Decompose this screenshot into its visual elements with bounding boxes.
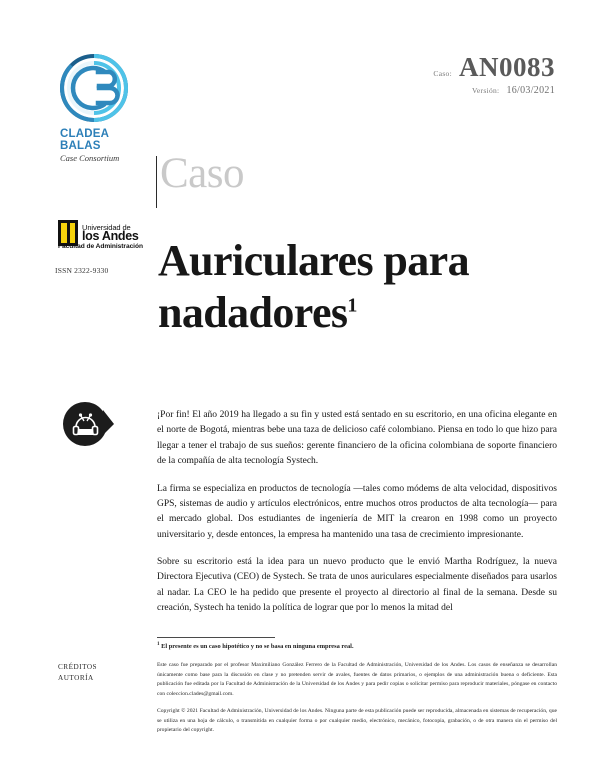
cladea-balas-circular-logo-icon (58, 52, 130, 124)
footnote-divider (157, 637, 275, 638)
credits-text: Este caso fue preparado por el profesor Maximiliano González Ferrero de la Facultad de Administración, Universidad de los Andes. Los casos de enseñanza se desarrollan únicamente como base para la discusión en clase y no pretenden servir de avales, fuentes de datos primarios, o ejemplos de una administración buena o deficiente. Esta publicación fue editada por la Facultad de Administración de la Universidad de los Andes y para pedir copias o solicitar permiso para reproducir materiales, póngase en contacto con coleccion.clades@gmail.com. (157, 662, 557, 697)
case-number-row (433, 54, 555, 81)
footnote-marker: 1 (157, 642, 160, 647)
uniandes-line-1: Universidad de (82, 222, 131, 232)
body-paragraph: Sobre su escritorio está la idea para un nuevo producto que le envió Martha Rodríguez, la nueva Directora Ejecutiva (CEO) de Systech. Se trata de unos auriculares especialmente diseñados para usarlos al nadar. La CEO le ha pedido que presente el proyecto al directorio al final de la semana. Desde su creación, Systech ha tenido la política de lograr que por lo menos la mitad del (157, 557, 557, 614)
document-kicker: Caso (160, 150, 244, 197)
left-rail (0, 0, 150, 783)
version-row (433, 85, 555, 96)
page-title (158, 235, 558, 339)
uniandes-faculty: Facultad de Administración (58, 243, 143, 250)
title-vertical-rule (156, 156, 157, 208)
footnote-text (157, 641, 557, 652)
headphones-speech-bubble-icon (60, 398, 118, 456)
version-label: Versión: (472, 86, 500, 95)
body-text (157, 408, 557, 629)
credits-block (157, 661, 557, 699)
version-date: 16/03/2021 (506, 85, 555, 96)
uniandes-line-2: los Andes (82, 229, 139, 243)
footnote-block (157, 637, 557, 652)
copyright-block (157, 707, 557, 736)
case-number: AN0083 (459, 52, 555, 82)
cladea-wordmark (60, 128, 150, 163)
credits-label-line-1: CRÉDITOS (58, 663, 98, 671)
cladea-line-3: Case Consortium (60, 152, 120, 163)
issn-text: ISSN 2322-9330 (55, 266, 109, 275)
page-title-text: Auriculares para nadadores (158, 236, 470, 338)
title-footnote-marker: 1 (347, 294, 357, 317)
body-paragraph: ¡Por fin! El año 2019 ha llegado a su fin y usted está sentado en su escritorio, en una oficina elegante en el norte de Bogotá, mientras bebe una taza de delicioso café colombiano. Piensa en todo lo que hizo para llegar a tener el trabajo de sus sueños: gerente financiero de la oficina colombiana de soporte financiero de la compañía de alta tecnología Systech. (157, 410, 557, 467)
credits-label-line-2: AUTORÍA (58, 673, 94, 682)
cladea-line-2: BALAS (60, 140, 101, 153)
document-meta (433, 54, 555, 96)
body-paragraph: La firma se especializa en productos de tecnología —tales como módems de alta velocidad, dispositivos GPS, sistemas de audio y artículos electrónicos, entre muchos otros productos de alta tecnología— para el mercado global. Dos estudiantes de ingeniería de MIT la crearon en 1998 como un proyecto universitario y, desde entonces, la empresa ha mantenido una tasa de crecimiento impresionante. (157, 483, 557, 540)
case-label: Caso: (433, 69, 452, 78)
copyright-text: Copyright © 2021 Facultad de Administración, Universidad de los Andes. Ninguna parte de esta publicación puede ser reproducida, almacenada en sistemas de recuperación, que se utiliza en una hoja de cálculo, o transmitida en cualquier forma o por cualquier medio, electrónico, mecánico, fotocopia, grabación, o de otra manera sin el permiso del propietario del copyright. (157, 708, 557, 734)
footnote-body: El presente es un caso hipotético y no se basa en ninguna empresa real. (161, 643, 354, 651)
credits-label (58, 662, 97, 684)
uniandes-wordmark (82, 224, 139, 243)
cladea-line-1: CLADEA (60, 128, 110, 140)
